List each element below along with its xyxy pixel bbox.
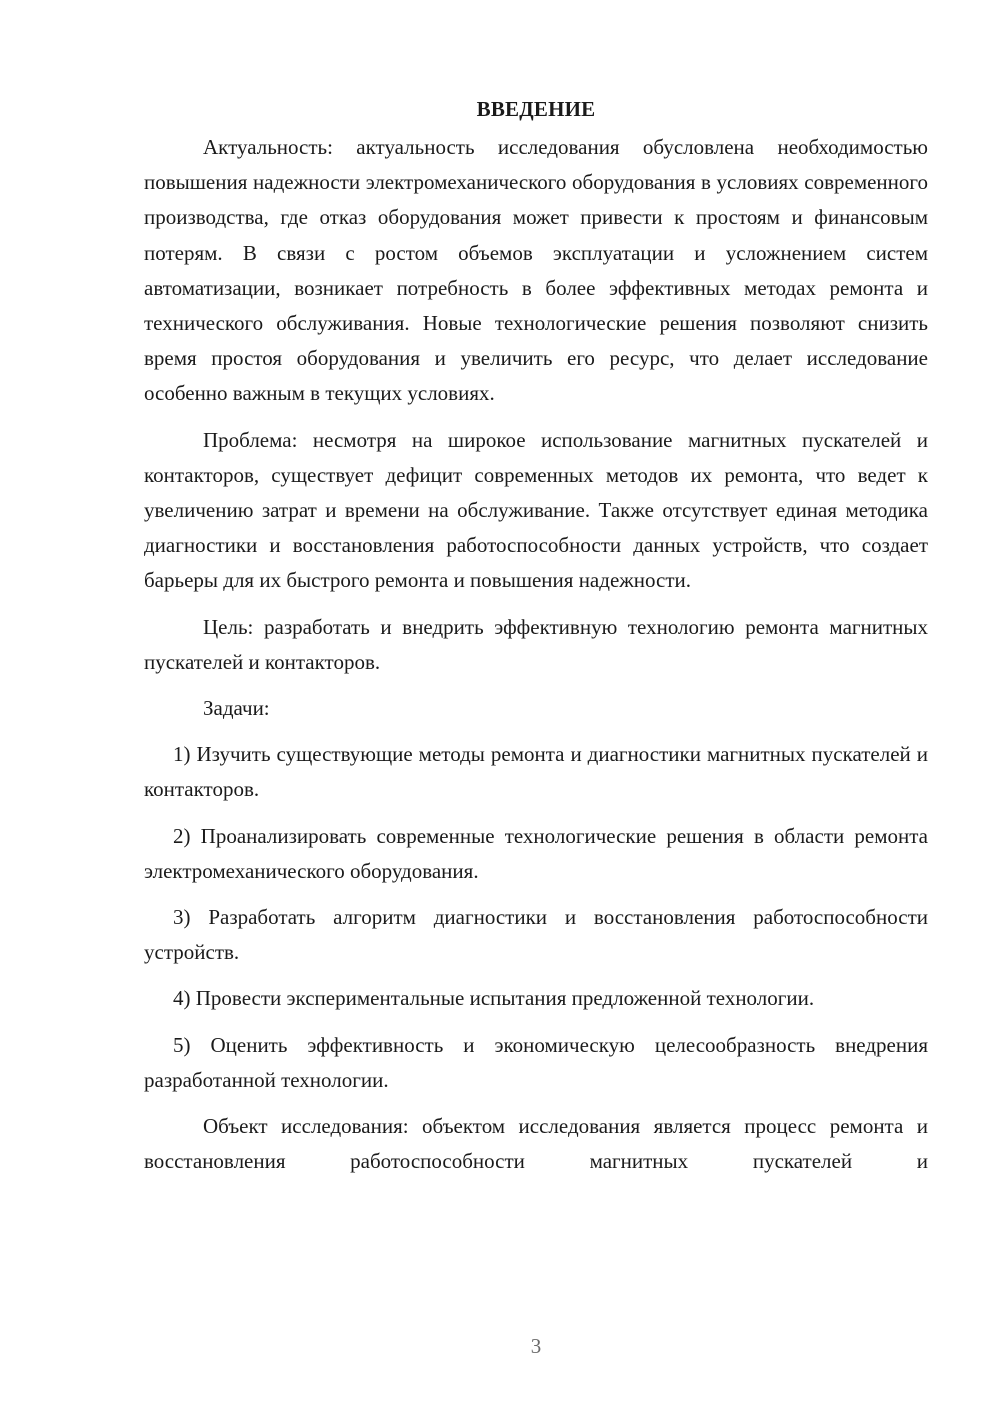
task-item-5: 5) Оценить эффективность и экономическую целесообразность внедрения разработанной технологии. (144, 1032, 928, 1092)
task-item-1: 1) Изучить существующие методы ремонта и диагностики магнитных пускателей и контакторов. (144, 742, 928, 802)
task-item-2: 2) Проанализировать современные технологические решения в области ремонта электромеханического оборудования. (144, 823, 928, 883)
page-title: ВВЕДЕНИЕ (476, 97, 596, 121)
page-number: 3 (530, 1334, 542, 1358)
page-content (144, 92, 928, 1190)
task-item-4: 4) Провести экспериментальные испытания предложенной технологии. (173, 986, 815, 1011)
goal-paragraph: Цель: разработать и внедрить эффективную технологию ремонта магнитных пускателей и контакторов. (144, 614, 928, 674)
tasks-heading: Задачи: (203, 696, 270, 721)
task-item-3: 3) Разработать алгоритм диагностики и восстановления работоспособности устройств. (144, 905, 928, 965)
problem-paragraph: Проблема: несмотря на широкое использование магнитных пускателей и контакторов, существует дефицит современных методов их ремонта, что ведет к увеличению затрат и времени на обслуживание. Также отсутствует единая методика диагностики и восстановления работоспособности данных устройств, что создает барьеры для их быстрого ремонта и повышения надежности. (144, 427, 928, 593)
object-paragraph: Объект исследования: объектом исследования является процесс ремонта и восстановления работоспособности магнитных пускателей и (144, 1114, 928, 1174)
relevance-paragraph: Актуальность: актуальность исследования обусловлена необходимостью повышения надежности электромеханического оборудования в условиях современного производства, где отказ оборудования может привести к простоям и финансовым потерям. В связи с ростом объемов эксплуатации и усложнением систем автоматизации, возникает потребность в более эффективных методах ремонта и технического обслуживания. Новые технологические решения позволяют снизить время простоя оборудования и увеличить его ресурс, что делает исследование особенно важным в текущих условиях. (144, 135, 928, 406)
